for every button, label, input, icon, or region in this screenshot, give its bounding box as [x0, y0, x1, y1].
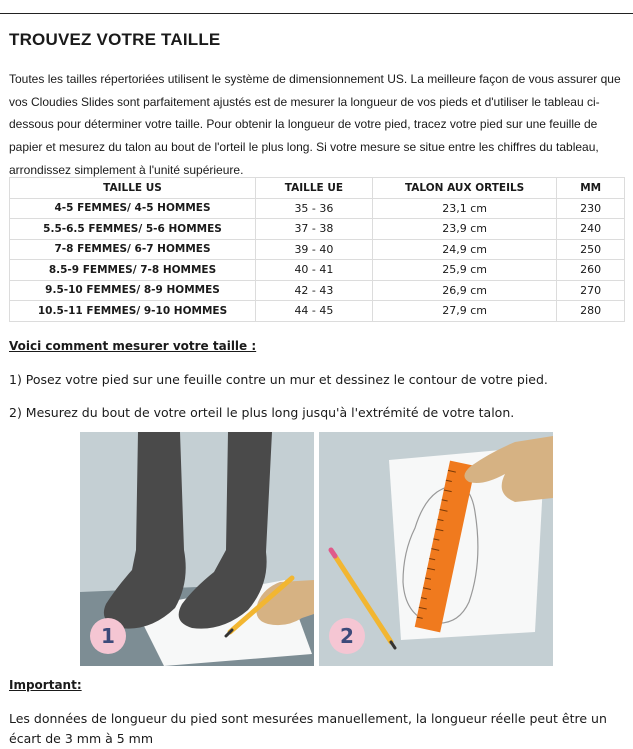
step-badge-number: 1: [101, 624, 115, 648]
table-row: [10, 301, 625, 322]
step-2-text: 2) Mesurez du bout de votre orteil le plus long jusqu'à l'extrémité de votre talon.: [9, 405, 515, 420]
table-cell: 8.5-9 FEMMES/ 7-8 HOMMES: [10, 260, 256, 281]
column-header: TAILLE US: [10, 178, 256, 199]
table-row: [10, 260, 625, 281]
table-row: [10, 239, 625, 260]
table-cell: 27,9 cm: [372, 301, 557, 322]
table-cell: 240: [557, 219, 625, 240]
table-cell: 7-8 FEMMES/ 6-7 HOMMES: [10, 239, 256, 260]
table-cell: 44 - 45: [256, 301, 373, 322]
column-header: TAILLE UE: [256, 178, 373, 199]
intro-paragraph: Toutes les tailles répertoriées utilisent le système de dimensionnement US. La meilleure façon de vous assurer que vos Cloudies Slides sont parfaitement ajustés est de mesurer la longueur de vos pieds et d'utiliser le tableau ci-dessous pour déterminer votre taille. Pour obtenir la longueur de votre pied, tracez votre pied sur une feuille de papier et mesurez du talon au bout de l'orteil le plus long. Si votre mesure se situe entre les chiffres du tableau, arrondissez simplement à l'unité supérieure.: [9, 72, 621, 177]
top-divider: [0, 13, 633, 14]
table-cell: 270: [557, 280, 625, 301]
column-header: MM: [557, 178, 625, 199]
table-header-row: [10, 178, 625, 199]
how-to-heading: Voici comment mesurer votre taille :: [9, 339, 257, 353]
table-cell: 42 - 43: [256, 280, 373, 301]
table-cell: 230: [557, 198, 625, 219]
page-title: TROUVEZ VOTRE TAILLE: [9, 30, 221, 49]
table-row: [10, 219, 625, 240]
table-cell: 40 - 41: [256, 260, 373, 281]
step-1-text: 1) Posez votre pied sur une feuille contre un mur et dessinez le contour de votre pied.: [9, 372, 548, 387]
table-row: [10, 280, 625, 301]
table-cell: 250: [557, 239, 625, 260]
table-cell: 10.5-11 FEMMES/ 9-10 HOMMES: [10, 301, 256, 322]
table-cell: 5.5-6.5 FEMMES/ 5-6 HOMMES: [10, 219, 256, 240]
table-row: [10, 198, 625, 219]
measurement-note: Les données de longueur du pied sont mesurées manuellement, la longueur réelle peut être un écart de 3 mm à 5 mm: [9, 711, 607, 746]
table-cell: 23,9 cm: [372, 219, 557, 240]
table-cell: 25,9 cm: [372, 260, 557, 281]
table-cell: 4-5 FEMMES/ 4-5 HOMMES: [10, 198, 256, 219]
table-cell: 39 - 40: [256, 239, 373, 260]
pencil-eraser: [331, 550, 335, 556]
foot-tracing-illustration: [80, 432, 314, 666]
table-cell: 35 - 36: [256, 198, 373, 219]
table-cell: 23,1 cm: [372, 198, 557, 219]
important-heading: Important:: [9, 678, 82, 692]
step-badge-number: 2: [340, 624, 354, 648]
table-cell: 280: [557, 301, 625, 322]
table-cell: 26,9 cm: [372, 280, 557, 301]
size-table: [9, 177, 625, 322]
foot-measuring-illustration: [319, 432, 553, 666]
table-cell: 24,9 cm: [372, 239, 557, 260]
table-cell: 37 - 38: [256, 219, 373, 240]
column-header: TALON AUX ORTEILS: [372, 178, 557, 199]
table-cell: 9.5-10 FEMMES/ 8-9 HOMMES: [10, 280, 256, 301]
table-cell: 260: [557, 260, 625, 281]
